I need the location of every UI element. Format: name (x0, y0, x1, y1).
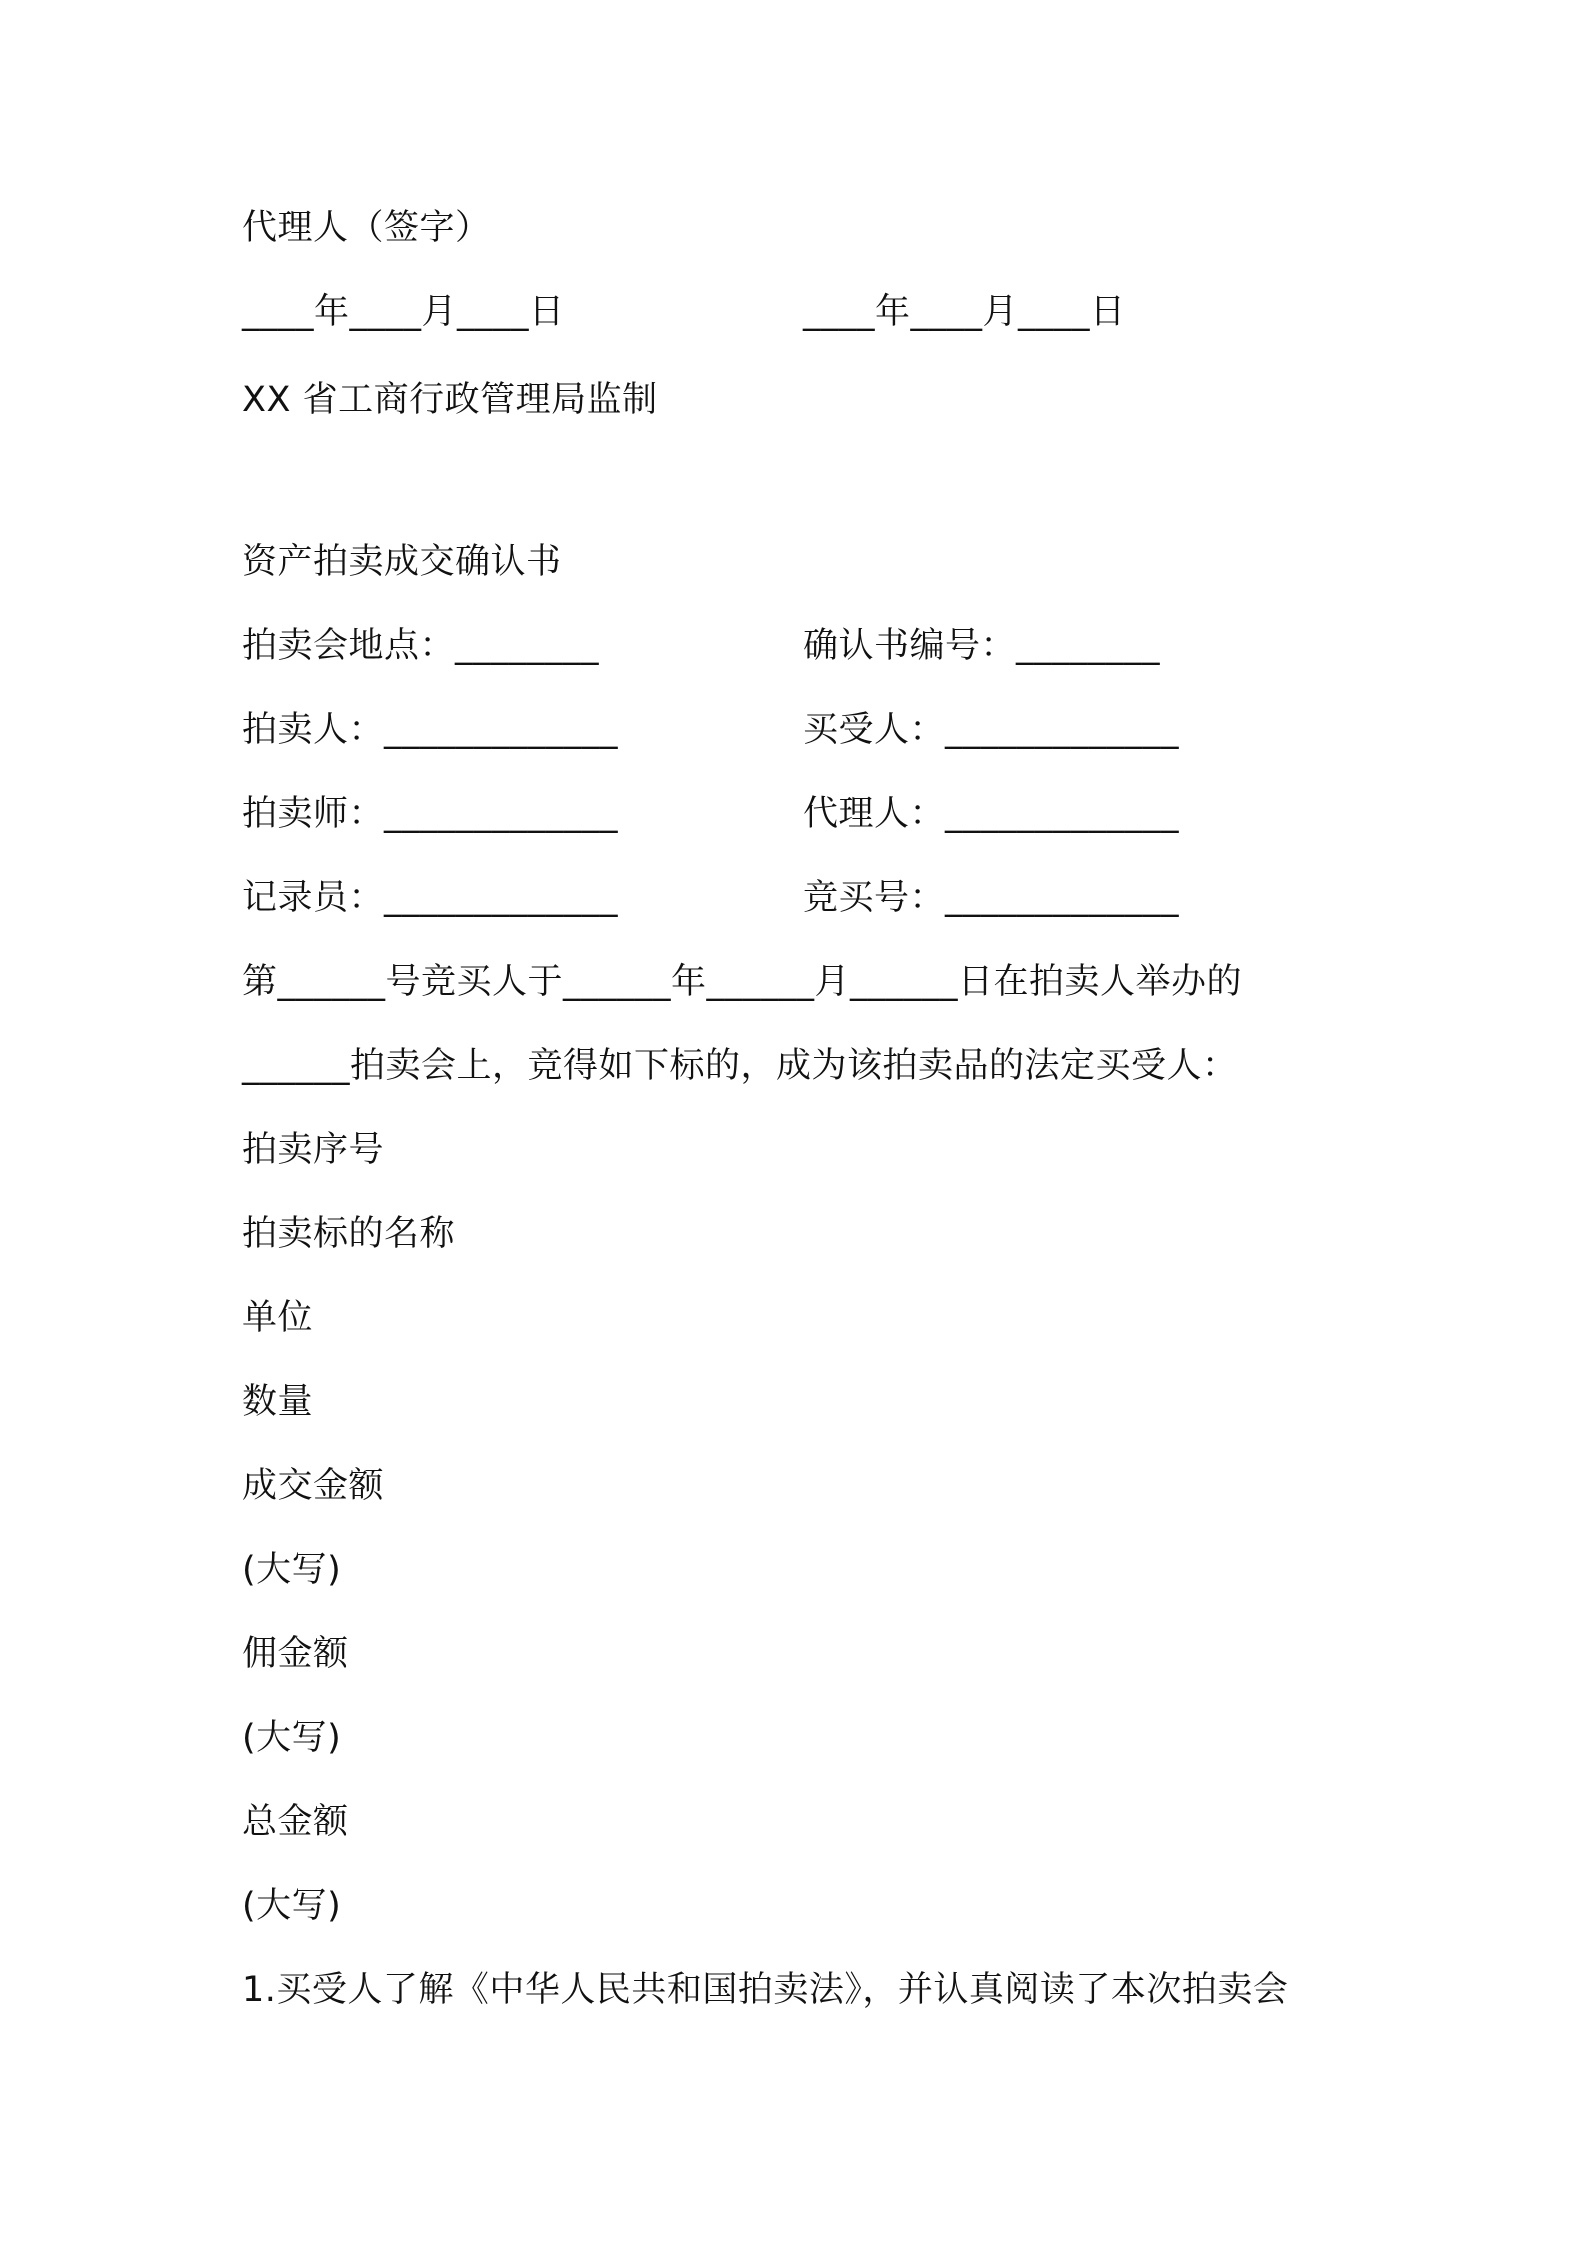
field-venue: 拍卖会地点：________ (242, 626, 600, 666)
item-label: 拍卖标的名称 (242, 1214, 456, 1254)
agent-signature-label: 代理人（签字） (242, 208, 491, 248)
field-auctioneer: 拍卖师：_____________ (242, 794, 619, 834)
field-auctioneer-company: 拍卖人：_____________ (242, 710, 619, 750)
field-buyer: 买受人：_____________ (803, 710, 1180, 750)
date-right: ____年____月____日 (803, 292, 1126, 332)
item-label: 单位 (242, 1298, 314, 1338)
statement-line-2: ______拍卖会上，竞得如下标的，成为该拍卖品的法定买受人： (242, 1046, 1238, 1086)
item-label: (大写) (242, 1886, 342, 1926)
date-left: ____年____月____日 (242, 292, 565, 332)
item-label: 成交金额 (242, 1466, 385, 1506)
field-bidder-no: 竞买号：_____________ (803, 878, 1180, 918)
item-label: 总金额 (242, 1802, 349, 1842)
clause-1: 1.买受人了解《中华人民共和国拍卖法》，并认真阅读了本次拍卖会 (242, 1970, 1289, 2010)
supervisor-line: XX 省工商行政管理局监制 (242, 380, 658, 420)
item-label: (大写) (242, 1550, 342, 1590)
item-label: 拍卖序号 (242, 1130, 385, 1170)
field-recorder: 记录员：_____________ (242, 878, 619, 918)
statement-line-1: 第______号竞买人于______年______月______日在拍卖人举办的 (242, 962, 1243, 1002)
item-label: 佣金额 (242, 1634, 349, 1674)
item-label: (大写) (242, 1718, 342, 1758)
item-label: 数量 (242, 1382, 314, 1422)
field-cert-no: 确认书编号：________ (803, 626, 1161, 666)
document-title: 资产拍卖成交确认书 (242, 542, 562, 582)
field-agent: 代理人：_____________ (803, 794, 1180, 834)
